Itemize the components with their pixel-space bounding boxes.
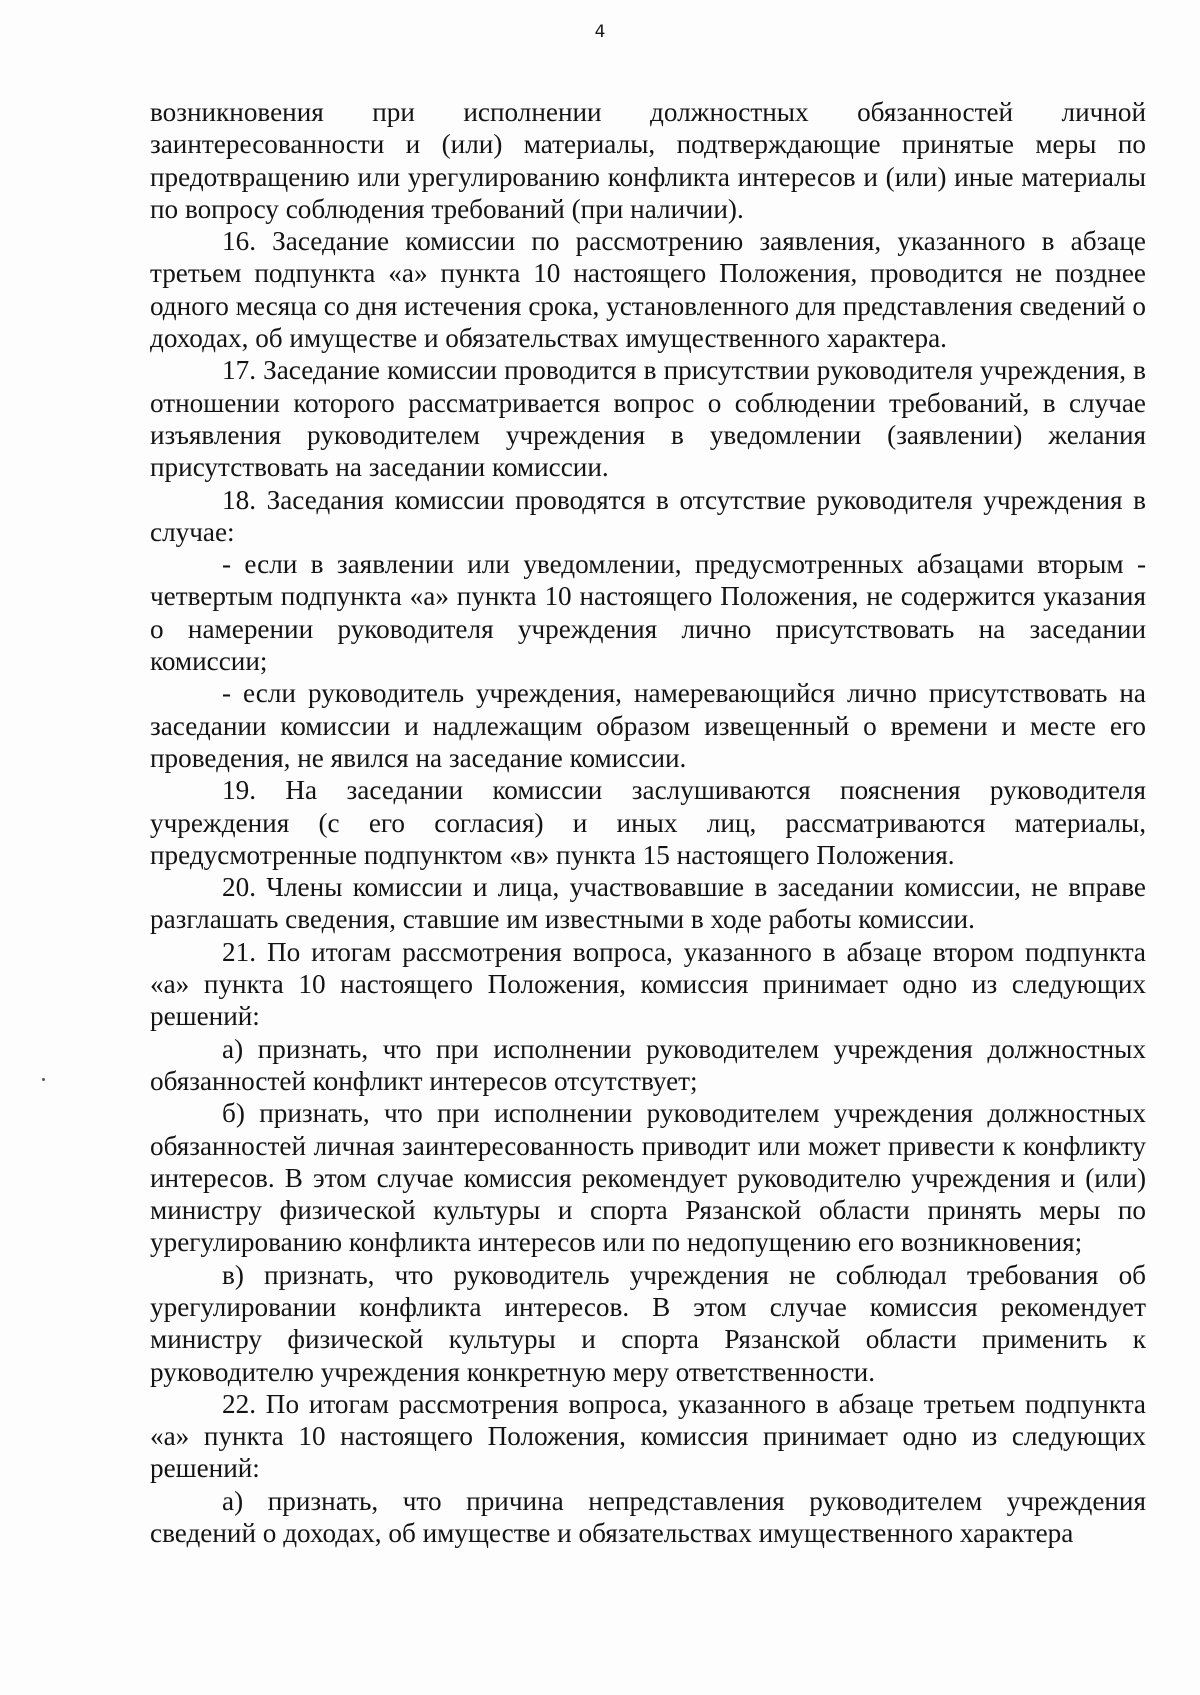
paragraph-20: 20. Члены комиссии и лица, участвовавшие в заседании комиссии, не вправе разглашать сведения, ставшие им известными в ходе работы комиссии. — [150, 872, 1146, 935]
paragraph-18-item-1: - если в заявлении или уведомлении, предусмотренных абзацами вторым - четвертым подпункта «а» пункта 10 настоящего Положения, не содержится указания о намерении руководителя учреждения лично присутствовать на заседании комиссии; — [150, 549, 1146, 677]
document-body — [150, 96, 1146, 1549]
paragraph-continuation: возникновения при исполнении должностных обязанностей личной заинтересованности и (или) материалы, подтверждающие принятые меры по предотвращению или урегулированию конфликта интересов и (или) иные материалы по вопросу соблюдения требований (при наличии). — [150, 97, 1146, 224]
paragraph-21-item-c: в) признать, что руководитель учреждения не соблюдал требования об урегулировании конфликта интересов. В этом случае комиссия рекомендует министру физической культуры и спорта Рязанской области применить к руководителю учреждения конкретную меру ответственности. — [150, 1259, 1146, 1387]
paragraph-21-item-a: а) признать, что при исполнении руководителем учреждения должностных обязанностей конфликт интересов отсутствует; — [150, 1033, 1146, 1096]
paragraph-18-item-2: - если руководитель учреждения, намеревающийся лично присутствовать на заседании комиссии и надлежащим образом извещенный о времени и месте его проведения, не явился на заседание комиссии. — [150, 678, 1146, 773]
paragraph-18: 18. Заседания комиссии проводятся в отсутствие руководителя учреждения в случае: — [150, 484, 1146, 547]
paragraph-21-item-b: б) признать, что при исполнении руководителем учреждения должностных обязанностей личная заинтересованность приводит или может привести к конфликту интересов. В этом случае комиссия рекомендует руководителю учреждения и (или) министру физической культуры и спорта Рязанской области принять меры по урегулированию конфликта интересов или по недопущению его возникновения; — [150, 1098, 1146, 1258]
paragraph-16: 16. Заседание комиссии по рассмотрению заявления, указанного в абзаце третьем подпункта «а» пункта 10 настоящего Положения, проводится не позднее одного месяца со дня истечения срока, установленного для представления сведений о доходах, об имуществе и обязательствах имущественного характера. — [150, 226, 1146, 354]
paragraph-17: 17. Заседание комиссии проводится в присутствии руководителя учреждения, в отношении которого рассматривается вопрос о соблюдении требований, в случае изъявления руководителем учреждения в уведомлении (заявлении) желания присутствовать на заседании комиссии. — [150, 355, 1146, 483]
scan-speck — [42, 1078, 45, 1081]
paragraph-22: 22. По итогам рассмотрения вопроса, указанного в абзаце третьем подпункта «а» пункта 10 настоящего Положения, комиссия принимает одно из следующих решений: — [150, 1388, 1146, 1484]
page-number: 4 — [594, 22, 606, 42]
paragraph-19: 19. На заседании комиссии заслушиваются пояснения руководителя учреждения (с его согласия) и иных лиц, рассматриваются материалы, предусмотренные подпунктом «в» пункта 15 настоящего Положения. — [150, 775, 1146, 870]
paragraph-22-item-a: а) признать, что причина непредставления руководителем учреждения сведений о доходах, об имуществе и обязательствах имущественного характера — [150, 1485, 1146, 1549]
paragraph-21: 21. По итогам рассмотрения вопроса, указанного в абзаце втором подпункта «а» пункта 10 настоящего Положения, комиссия принимает одно из следующих решений: — [150, 936, 1146, 1032]
